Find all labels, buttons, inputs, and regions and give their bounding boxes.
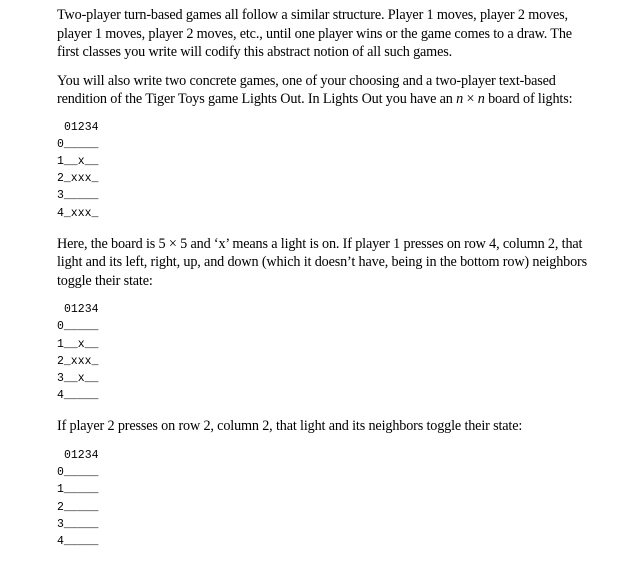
board-row: 2_____ <box>57 500 99 514</box>
board-row: 0_____ <box>57 320 99 334</box>
math-variable-n: n <box>456 91 464 107</box>
board-after-player1 <box>57 301 602 404</box>
paragraph-line-text: board of lights: <box>484 91 573 107</box>
math-times-symbol: × <box>463 91 478 107</box>
board-row: 4_xxx_ <box>57 206 99 220</box>
board-after-player2 <box>57 447 602 550</box>
board-row: 0_____ <box>57 137 99 151</box>
board-initial <box>57 119 602 222</box>
board-row: 4_____ <box>57 389 99 403</box>
paragraph-concrete-games <box>57 72 602 109</box>
board-row: 1__x__ <box>57 337 99 351</box>
board-row: 4_____ <box>57 534 99 548</box>
board-row: 0_____ <box>57 466 99 480</box>
board-column-header: 01234 <box>64 448 99 462</box>
board-column-header: 01234 <box>64 303 99 317</box>
paragraph-player2-move: If player 2 presses on row 2, column 2, that light and its neighbors toggle their state: <box>57 418 523 435</box>
document-page <box>57 6 602 550</box>
board-row: 3_____ <box>57 189 99 203</box>
math-variable-n: n <box>477 91 485 107</box>
board-row: 2_xxx_ <box>57 172 99 186</box>
board-row: 1__x__ <box>57 154 99 168</box>
paragraph-line-text: rendition of the Tiger Toys game Lights Out. In Lights Out you have an <box>57 91 457 107</box>
paragraph-line: You will also write two concrete games, one of your choosing and a two-player text-based <box>57 72 556 89</box>
board-row: 3__x__ <box>57 372 99 386</box>
paragraph-player1-move: Here, the board is 5 × 5 and ‘x’ means a light is on. If player 1 presses on row 4, column 2, that light and its left, right, up, and down (which it doesn’t have, being in the bottom row) neighbors toggle their state: <box>57 235 587 289</box>
board-row: 1_____ <box>57 483 99 497</box>
board-column-header: 01234 <box>64 120 99 134</box>
board-row: 2_xxx_ <box>57 354 99 368</box>
board-row: 3_____ <box>57 517 99 531</box>
paragraph-game-structure: Two-player turn-based games all follow a similar structure. Player 1 moves, player 2 moves, player 1 moves, player 2 moves, etc., until one player wins or the game comes to a draw. The first classes you write will codify this abstract notion of all such games. <box>57 7 572 60</box>
